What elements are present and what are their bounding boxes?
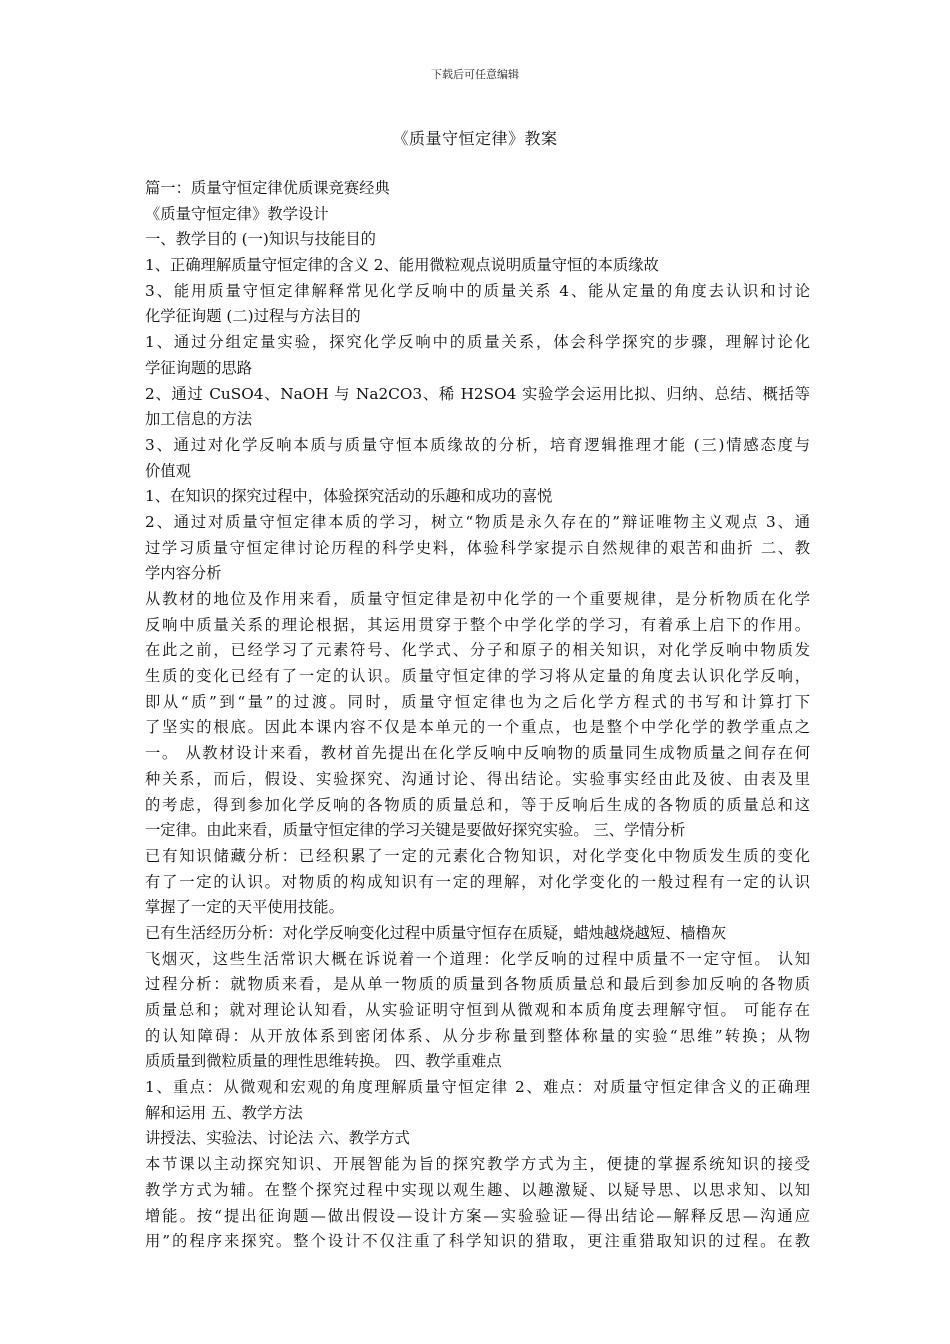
text-line: 质量总和；就对理论认知看，从实验证明守恒到从微观和本质角度去理解守恒。 可能存在 [145, 1001, 810, 1019]
text-line: 学征询题的思路 [145, 358, 253, 377]
text-line: 价值观 [145, 461, 191, 480]
text-line: 过学习质量守恒定律讨论历程的科学史料，体验科学家提示自然规律的艰苦和曲折 二、教 [145, 538, 810, 557]
header-note: 下载后可任意编辑 [431, 68, 519, 81]
text-line: 化学征询题 (二)过程与方法目的 [145, 307, 361, 326]
text-line: 过程分析：就物质来看，是从单一物质的质量到各物质质量总和最后到参加反响的各物质 [145, 975, 810, 994]
text-line: 1、在知识的探究过程中，体验探究活动的乐趣和成功的喜悦 [145, 487, 553, 506]
text-line: 的认知障碍：从开放体系到密闭体系、从分步称量到整体称量的实验“思维”转换；从物 [145, 1026, 810, 1045]
text-line: 有了一定的认识。对物质的构成知识有一定的理解，对化学变化的一般过程有一定的认识 [145, 872, 810, 891]
text-line: 用”的程序来探究。整个设计不仅注重了科学知识的猎取，更注重猎取知识的过程。在教 [145, 1232, 810, 1251]
text-line: 学内容分析 [145, 564, 222, 583]
text-line: 飞烟灭，这些生活常识大概在诉说着一个道理：化学反响的过程中质量不一定守恒。 认知 [145, 949, 810, 968]
document-title: 《质量守恒定律》教案 [392, 129, 558, 148]
text-line: 1、正确理解质量守恒定律的含义 2、能用微粒观点说明质量守恒的本质缘故 [145, 256, 659, 275]
text-line: 讲授法、实验法、讨论法 六、教学方式 [145, 1129, 410, 1148]
text-line: 生质的变化已经有了一定的认识。质量守恒定律的学习将从定量的角度去认识化学反响， [145, 667, 810, 686]
text-line: 解和运用 五、教学方法 [145, 1103, 303, 1122]
text-line: 一定律。由此来看，质量守恒定律的学习关键是要做好探究实验。 三、学情分析 [145, 821, 686, 840]
text-line: 了坚实的根底。因此本课内容不仅是本单元的一个重点，也是整个中学化学的教学重点之 [145, 718, 810, 737]
text-line: 即从“质”到“量”的过渡。同时，质量守恒定律也为之后化学方程式的书写和计算打下 [145, 692, 810, 711]
text-line: 2、通过对质量守恒定律本质的学习，树立“物质是永久存在的”辩证唯物主义观点 3、通 [145, 512, 810, 531]
text-line: 增能。按“提出征询题—做出假设—设计方案—实验验证—得出结论—解释反思—沟通应 [145, 1206, 810, 1225]
text-line: 已有生活经历分析：对化学反响变化过程中质量守恒存在质疑，蜡烛越烧越短、樯橹灰 [145, 923, 727, 942]
text-line: 1、通过分组定量实验，探究化学反响中的质量关系，体会科学探究的步骤，理解讨论化 [145, 333, 810, 352]
text-line: 1、重点：从微观和宏观的角度理解质量守恒定律 2、难点：对质量守恒定律含义的正确理 [145, 1078, 810, 1097]
text-line: 已有知识储藏分析：已经积累了一定的元素化合物知识，对化学变化中物质发生质的变化 [145, 846, 810, 865]
text-line: 3、通过对化学反响本质与质量守恒本质缘故的分析，培育逻辑推理才能 (三)情感态度与 [145, 435, 810, 454]
text-line: 教学方式为辅。在整个探究过程中实现以观生趣、以趣激疑、以疑导思、以思求知、以知 [145, 1180, 810, 1199]
text-line: 《质量守恒定律》教学设计 [145, 204, 329, 223]
text-line: 从教材的地位及作用来看，质量守恒定律是初中化学的一个重要规律，是分析物质在化学 [145, 590, 810, 608]
text-line: 篇一：质量守恒定律优质课竞赛经典 [145, 179, 390, 197]
body-text [145, 176, 810, 1255]
text-line: 种关系，而后，假设、实验探究、沟通讨论、得出结论。实验事实经由此及彼、由表及里 [145, 769, 810, 788]
text-line: 质质量到微粒质量的理性思维转换。 四、教学重难点 [145, 1052, 502, 1071]
text-line: 本节课以主动探究知识、开展智能为旨的探究教学方式为主，便捷的掌握系统知识的接受 [145, 1155, 810, 1174]
text-line: 在此之前，已经学习了元素符号、化学式、分子和原子的相关知识，对化学反响中物质发 [145, 641, 810, 660]
text-line: 2、通过 CuSO4、NaOH 与 Na2CO3、稀 H2SO4 实验学会运用比拟、归纳、总结、概括等 [145, 384, 810, 403]
text-line: 加工信息的方法 [145, 410, 253, 429]
text-line: 的考虑，得到参加化学反响的各物质的质量总和，等于反响后生成的各物质的质量总和这 [145, 795, 810, 814]
text-line: 掌握了一定的天平使用技能。 [145, 898, 344, 917]
text-line: 一、教学目的 (一)知识与技能目的 [145, 230, 376, 249]
text-line: 3、能用质量守恒定律解释常见化学反响中的质量关系 4、能从定量的角度去认识和讨论 [145, 281, 810, 300]
text-line: 一。 从教材设计来看，教材首先提出在化学反响中反响物的质量同生成物质量之间存在何 [145, 744, 810, 763]
text-line: 反响中质量关系的理论根据，其运用贯穿于整个中学化学的学习，有着承上启下的作用。 [145, 615, 810, 634]
